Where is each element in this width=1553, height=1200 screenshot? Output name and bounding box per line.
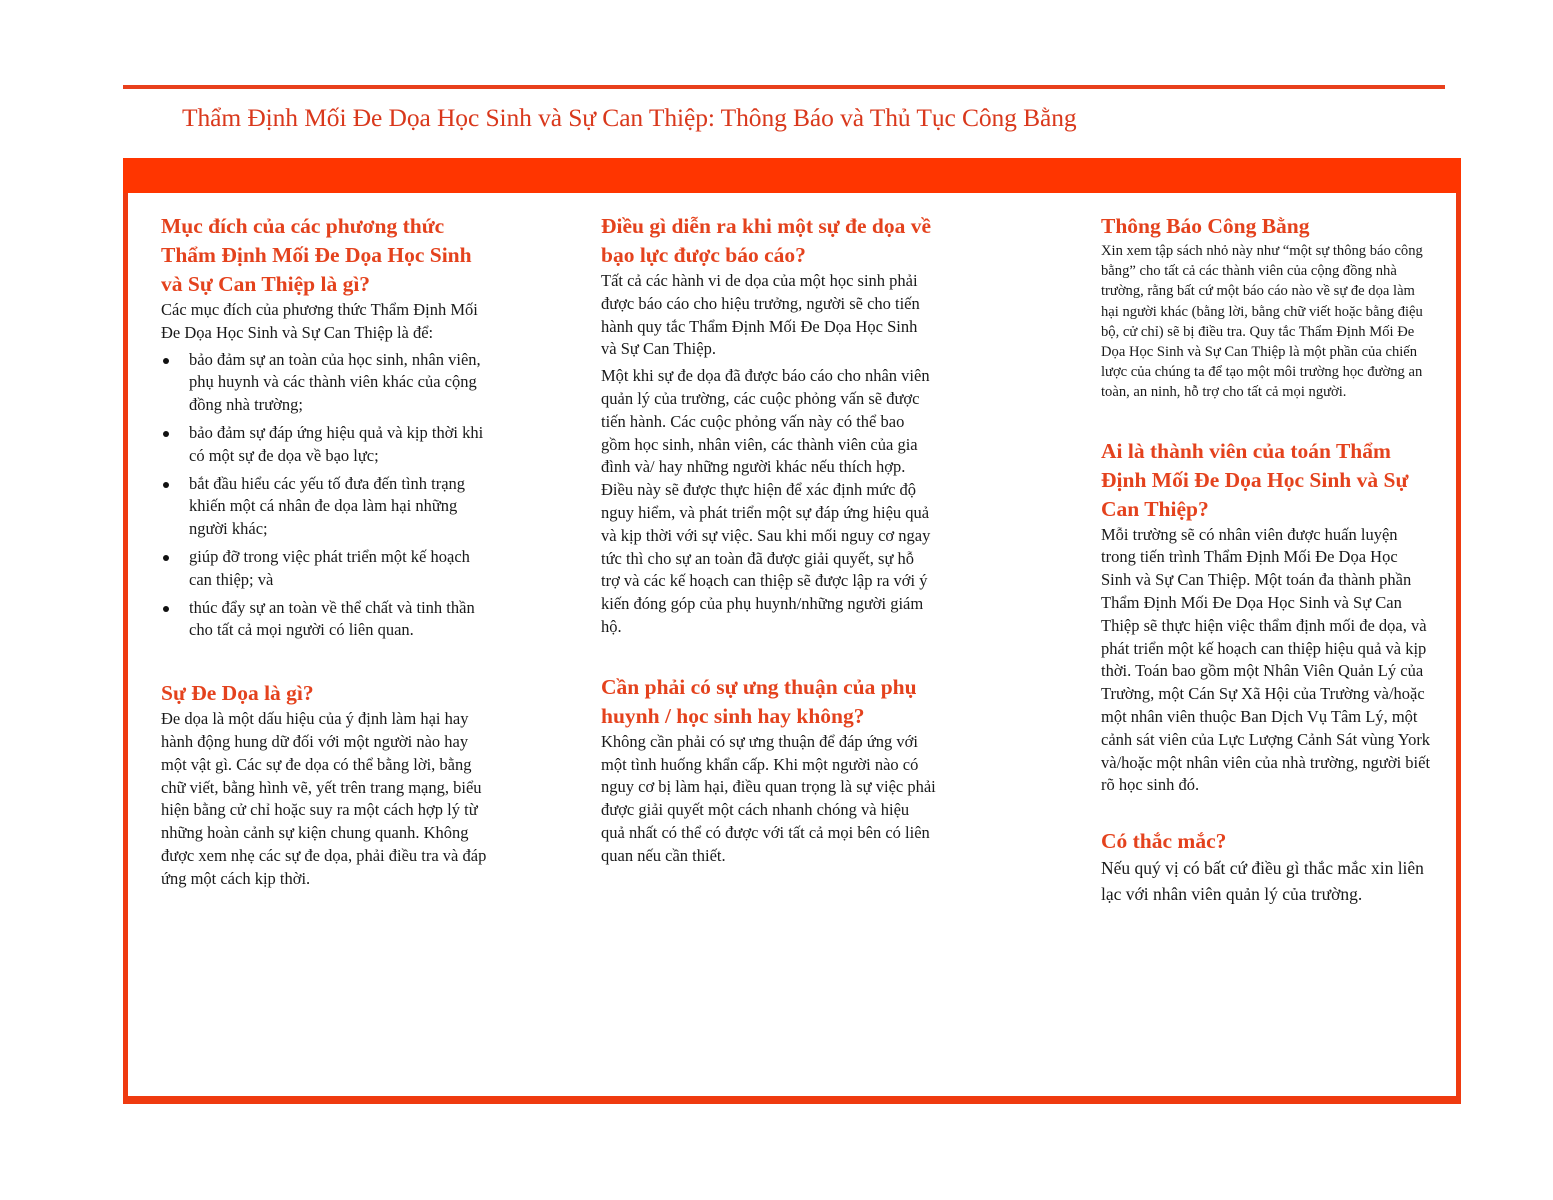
- threat-body: Đe dọa là một dấu hiệu của ý định làm hại hay hành động hung dữ đối với một người nào hay một vật gì. Các sự đe dọa có thể bằng lời, bằng chữ viết, bằng hình vẽ, yết trên trang mạng, biểu hiện bằng cử chỉ hoặc suy ra một cách hợp lý từ những hoàn cảnh sự kiện chung quanh. Không được xem nhẹ các sự đe dọa, phải điều tra và đáp ứng một cách kịp thời.: [161, 709, 487, 888]
- section-heading-threat: Sự Đe Dọa là gì?: [161, 681, 314, 706]
- bullet-icon: [163, 482, 169, 488]
- list-item: thúc đẩy sự an toàn về thể chất và tinh thần cho tất cả mọi người có liên quan.: [161, 597, 491, 643]
- top-rule: [123, 85, 1445, 89]
- bullet-icon: [163, 555, 169, 561]
- column-3: [1101, 212, 1431, 907]
- section-heading-purpose: Mục đích của các phương thức Thẩm Định Mối Đe Dọa Học Sinh và Sự Can Thiệp là gì?: [161, 214, 472, 296]
- header-band: [123, 158, 1461, 193]
- consent-body: Không cần phải có sự ưng thuận để đáp ứng với một tình huống khẩn cấp. Khi một người nào có nguy cơ bị làm hại, điều quan trọng là sự việc phải được giải quyết một cách nhanh chóng và hiệu quả nhất có thể có được với tất cả mọi bên có liên quan nếu cần thiết.: [601, 731, 936, 865]
- list-item: giúp đỡ trong việc phát triển một kế hoạch can thiệp; và: [161, 546, 491, 592]
- list-item: bảo đảm sự đáp ứng hiệu quả và kịp thời khi có một sự đe dọa về bạo lực;: [161, 422, 491, 468]
- section-heading-reported: Điều gì diễn ra khi một sự đe dọa về bạo lực được báo cáo?: [601, 214, 932, 267]
- section-heading-consent: Cần phải có sự ưng thuận của phụ huynh / học sinh hay không?: [601, 674, 917, 728]
- section-heading-fair-notice: Thông Báo Công Bằng: [1101, 214, 1310, 238]
- fair-notice-body: Xin xem tập sách nhỏ này như “một sự thông báo công bằng” cho tất cả các thành viên của cộng đồng nhà trường, rằng bất cứ một báo cáo nào về sự đe dọa làm hại người khác (bằng lời, bằng chữ viết hoặc bằng điệu bộ, cử chỉ) sẽ bị điều tra. Quy tắc Thẩm Định Mối Đe Dọa Học Sinh và Sự Can Thiệp là một phần của chiến lược của chúng ta để tạo một môi trường học đường an toàn, an ninh, hỗ trợ cho tất cả mọi người.: [1101, 243, 1423, 401]
- reported-para-2: Một khi sự đe dọa đã được báo cáo cho nhân viên quản lý của trường, các cuộc phỏng vấn sẽ được tiến hành. Các cuộc phỏng vấn này có thể bao gồm học sinh, nhân viên, các thành viên của gia đình và/ hay những người khác nếu thích hợp. Điều này sẽ được thực hiện để xác định mức độ nguy hiểm, và phát triển một sự đáp ứng hiệu quả và kịp thời với sự việc. Sau khi mối nguy cơ ngay tức thì cho sự an toàn đã được giải quyết, sự hỗ trợ và các kế hoạch can thiệp sẽ được lập ra với ý kiến đóng góp của phụ huynh/những người giám hộ.: [601, 366, 931, 636]
- purpose-intro: Các mục đích của phương thức Thẩm Định Mối Đe Dọa Học Sinh và Sự Can Thiệp là để:: [161, 300, 478, 342]
- list-item: bắt đầu hiểu các yếu tố đưa đến tình trạng khiến một cá nhân đe dọa làm hại những người khác;: [161, 473, 491, 541]
- team-body: Mỗi trường sẽ có nhân viên được huấn luyện trong tiến trình Thẩm Định Mối Đe Dọa Học Sinh và Sự Can Thiệp. Một toán đa thành phần Thẩm Định Mối Đe Dọa Học Sinh và Sự Can Thiệp sẽ thực hiện việc thẩm định mối đe dọa, và phát triển một kế hoạch can thiệp hiệu quả và kịp thời. Toán bao gồm một Nhân Viên Quản Lý của Trường, một Cán Sự Xã Hội của Trường và/hoặc một nhân viên thuộc Ban Dịch Vụ Tâm Lý, một cảnh sát viên của Lực Lượng Cảnh Sát vùng York và/hoặc một nhân viên của nhà trường, người biết rõ học sinh đó.: [1101, 524, 1431, 795]
- document-title: Thẩm Định Mối Đe Dọa Học Sinh và Sự Can Thiệp: Thông Báo và Thủ Tục Công Bằng: [182, 103, 1077, 132]
- column-1: [161, 212, 491, 891]
- bullet-icon: [163, 358, 169, 364]
- bullet-icon: [163, 431, 169, 437]
- questions-body: Nếu quý vị có bất cứ điều gì thắc mắc xin liên lạc với nhân viên quản lý của trường.: [1101, 858, 1424, 904]
- section-heading-questions: Có thắc mắc?: [1101, 829, 1227, 854]
- column-2: [601, 212, 936, 868]
- list-item: bảo đảm sự an toàn của học sinh, nhân viên, phụ huynh và các thành viên khác của cộng đồng nhà trường;: [161, 349, 491, 417]
- bullet-icon: [163, 606, 169, 612]
- purpose-list: [161, 349, 491, 643]
- reported-para-1: Tất cả các hành vi de dọa của một học sinh phải được báo cáo cho hiệu trưởng, người sẽ cho tiến hành quy tắc Thẩm Định Mối Đe Dọa Học Sinh và Sự Can Thiệp.: [601, 271, 920, 359]
- section-heading-team: Ai là thành viên của toán Thẩm Định Mối Đe Dọa Học Sinh và Sự Can Thiệp?: [1101, 438, 1409, 521]
